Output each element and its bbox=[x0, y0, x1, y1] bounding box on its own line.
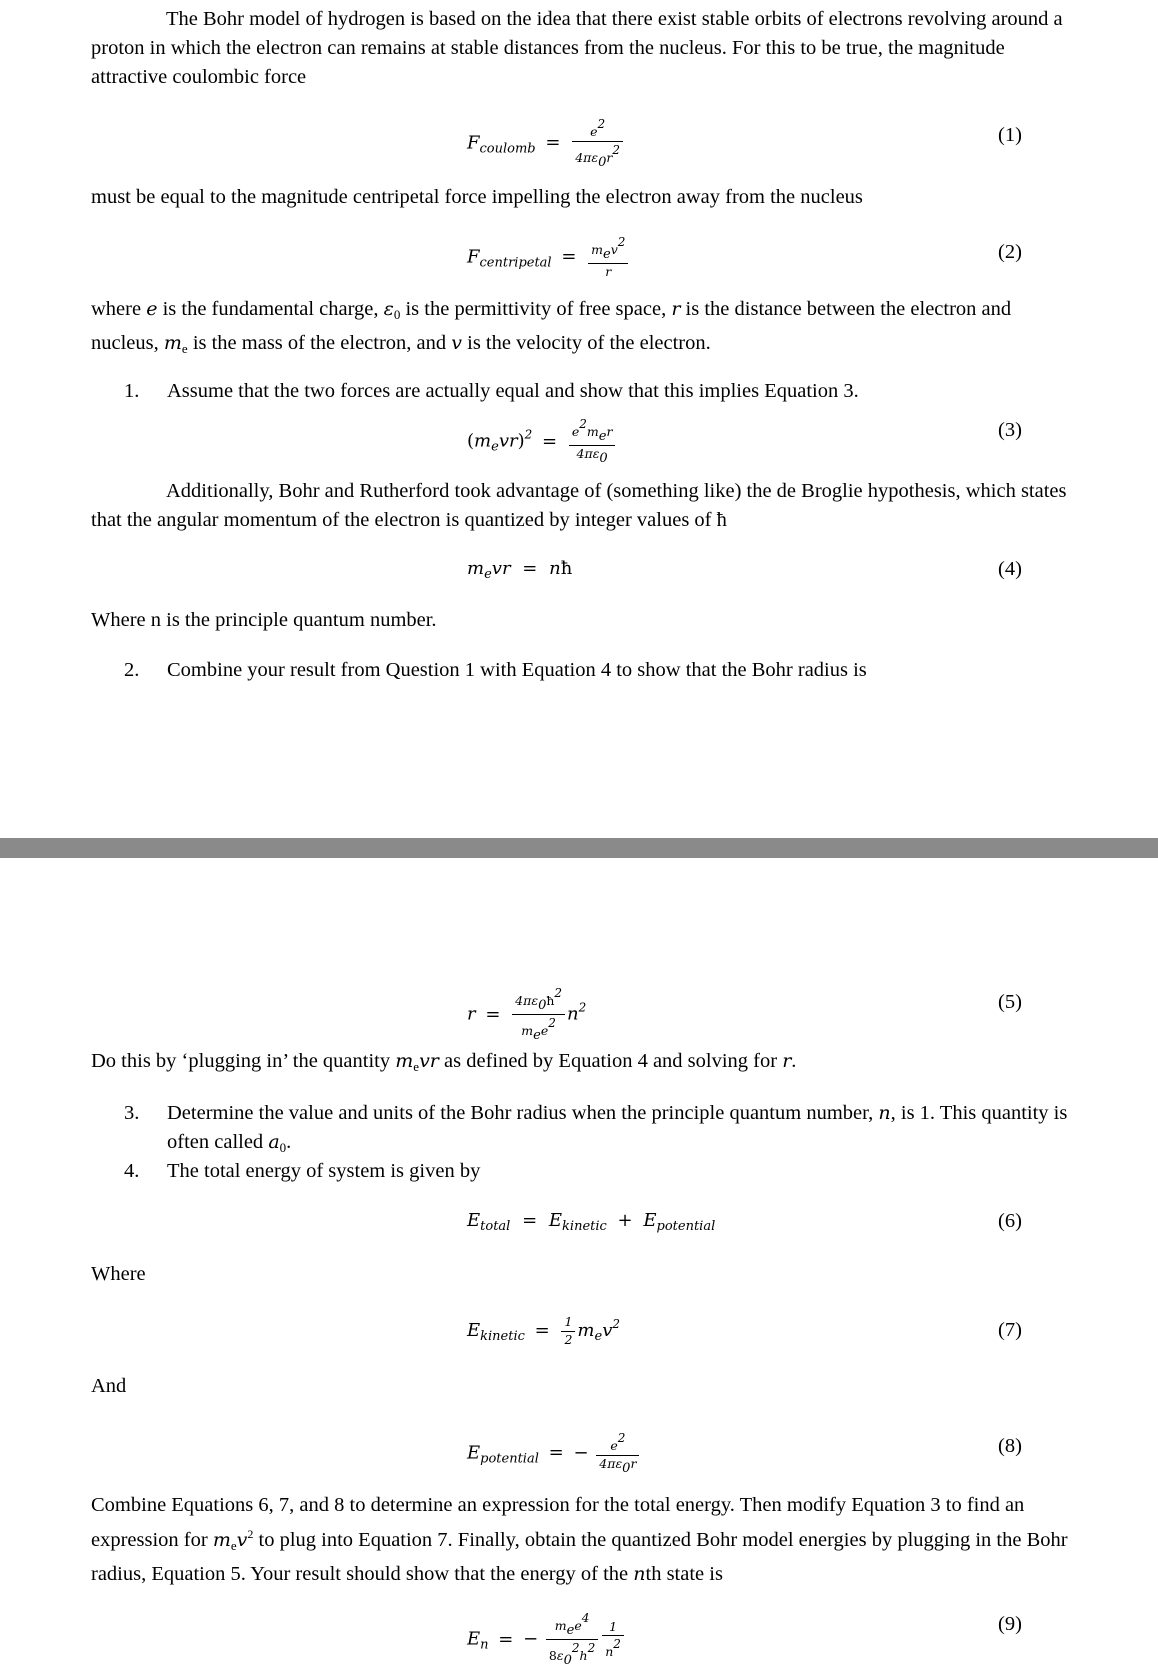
equation-9: $E_n$ = − $\frac{\text{mee4}}{8\varepsilon 02h2}$ $\frac{1}{n2}$ bbox=[467, 1612, 626, 1667]
equation-number-6: (6) bbox=[998, 1210, 1022, 1232]
equation-number-1: (1) bbox=[998, 124, 1022, 146]
page-divider bbox=[0, 838, 1158, 858]
equation-5: r = $\frac{4\pi\varepsilon 0ħ2}{\text{mee2}}$ $n^2$ bbox=[467, 986, 587, 1043]
equation-2: $F_{centripetal}$ = $\frac{\text{mev2}}{r}$ bbox=[467, 236, 630, 279]
equation-7: $E_{kinetic}$ = $\frac{1}{2}$ $m_ev^2$ bbox=[467, 1314, 621, 1347]
equation-1: $F_{coulomb}$ = $\frac{e2}{4\pi\varepsilon 0r2}$ bbox=[467, 118, 625, 169]
equation-number-7: (7) bbox=[998, 1319, 1022, 1341]
equation-number-9: (9) bbox=[998, 1613, 1022, 1635]
equation-6: $E_{total} = E_{kinetic} + E_{potential}$ bbox=[467, 1210, 716, 1234]
equation-3: $(m_evr)^2$ = $\frac{\text{e2mer}}{4\pi\varepsilon 0}$ bbox=[467, 418, 617, 465]
equation-number-3: (3) bbox=[998, 419, 1022, 441]
debroglie-paragraph: Additionally, Bohr and Rutherford took advantage of (something like) the de Broglie hypothesis, which states that the angular momentum of the electron is quantized by integer values of ħ bbox=[91, 480, 1067, 531]
equation-number-8: (8) bbox=[998, 1435, 1022, 1457]
variables-paragraph: where e is the fundamental charge, $\varepsilon_0$ is the permittivity of free space, r is the distance between the electron and nucleus, $m_e$ is the mass of the electron, and v is the velocity of the electron. bbox=[91, 298, 1012, 356]
where-label: Where bbox=[91, 1263, 146, 1285]
plugging-paragraph: Do this by ‘plugging in’ the quantity $m_evr$ as defined by Equation 4 and solving for r. bbox=[91, 1050, 797, 1074]
equation-number-5: (5) bbox=[998, 991, 1022, 1013]
principle-paragraph: Where n is the principle quantum number. bbox=[91, 609, 437, 631]
equation-8: $E_{potential}$ = − $\frac{e2}{4\pi\varepsilon 0r}$ bbox=[467, 1432, 641, 1475]
equation-number-2: (2) bbox=[998, 241, 1022, 263]
centripetal-paragraph: must be equal to the magnitude centripetal force impelling the electron away from the nucleus bbox=[91, 186, 863, 208]
equation-4: $m_evr$ = nħ bbox=[467, 558, 573, 582]
and-label: And bbox=[91, 1375, 127, 1397]
document-page: The Bohr model of hydrogen is based on the idea that there exist stable orbits of electrons revolving around a proton in which the electron can remains at stable distances from the nucleus. For this to be true, the magnitude attractive coulombic force $F_{coulomb}$ = $\frac{e2}{4\pi\varepsilon 0r2}$ (1) must be equal to the magnitude centripetal force impelling the electron away from the nucleus $F_{centripetal}$ = $\frac{\text{mev2}}{r}$ (2) where e is the fundamental charge, $\varepsilon_0$ is the permittivity of free space, r is the distance between the electron and nucleus, $m_e$ is the mass of the electron, and v is the velocity of the electron. 1. Assume that the two forces are actually equal and show that this implies Equation 3. $(m_evr)^2$ = $\frac{\text{e2mer}}{4\pi\varepsilon 0}$ (3) Additionally, Bohr and Rutherford took advantage of (something like) the de Broglie hypothesis, which states that the angular momentum of the electron is quantized by integer values of ħ $m_evr$ = nħ (4) Where n is the principle quantum number. 2. Combine your result from Question 1 with Equation 4 to show that the Bohr radius is r = $\frac{4\pi\varepsilon 0ħ2}{\text{mee2}}$ $n^2$ (5) Do this by ‘plugging in’ the quantity $m_evr$ as defined by Equation 4 and solving for r. 3. Determine the value and units of the Bohr radius when the principle quantum number, n, is 1. This quantity is often called $a_0$. 4. The total energy of system is given by $E_{total} = E_{kinetic} + E_{potential}$ (6) Where $E_{kinetic}$ = $\frac{1}{2}$ $m_ev^2$ (7) And $E_{potential}$ = − $\frac{e2}{4\pi\varepsilon 0r}$ (8) Combine Equations 6, 7, and 8 to determine an expression for the total energy. Then modify Equation 3 to find an expression for $m_ev^2$ to plug into Equation 7. Finally, obtain the quantized Bohr model energies by plugging in the Bohr radius, Equation 5. Your result should show that the energy of the nth state is $E_n$ = − $\frac{\text{mee4}}{8\varepsilon 02h2}$ $\frac{1}{n2}$ (9) bbox=[0, 0, 1158, 1664]
equation-number-4: (4) bbox=[998, 558, 1022, 580]
intro-paragraph: The Bohr model of hydrogen is based on the idea that there exist stable orbits of electrons revolving around a proton in which the electron can remains at stable distances from the nucleus. For this to be true, the magnitude attractive coulombic force bbox=[91, 8, 1063, 88]
combine-paragraph: Combine Equations 6, 7, and 8 to determine an expression for the total energy. Then modify Equation 3 to find an expression for $m_ev^2$ to plug into Equation 7. Finally, obtain the quantized Bohr model energies by plugging in the Bohr radius, Equation 5. Your result should show that the energy of the nth state is bbox=[91, 1494, 1068, 1585]
